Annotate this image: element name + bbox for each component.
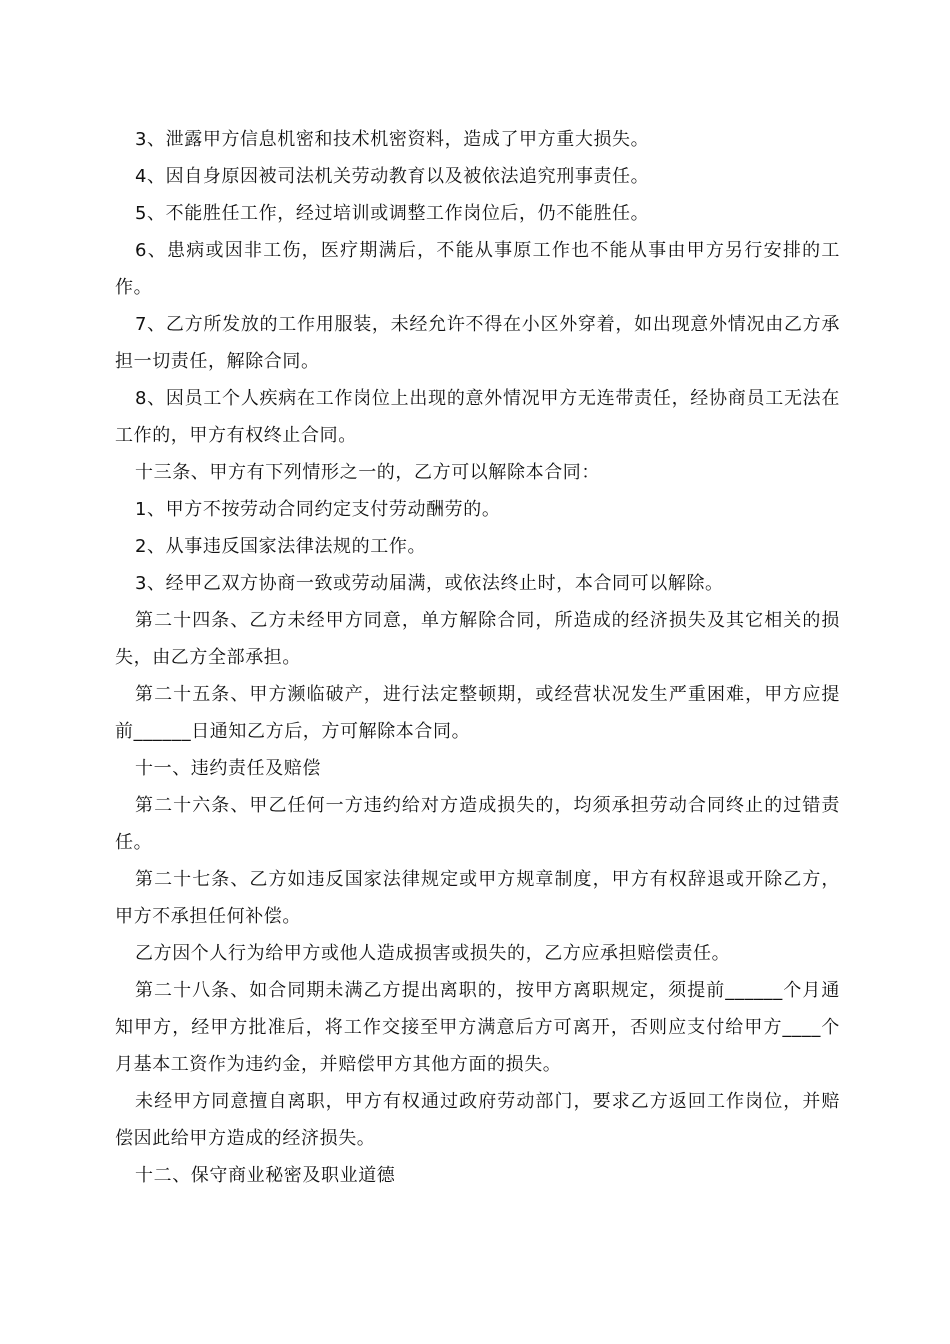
paragraph-clause-5: 5、不能胜任工作，经过培训或调整工作岗位后，仍不能胜任。: [135, 203, 650, 224]
section-heading-12: 十二、保守商业秘密及职业道德: [135, 1165, 396, 1186]
section-heading-11: 十一、违约责任及赔偿: [135, 758, 321, 779]
paragraph-article-28: 第二十八条、如合同期未满乙方提出离职的，按甲方离职规定，须提前______个月通知甲方，经甲方批准后，将工作交接至甲方满意后方可离开，否则应支付给甲方____个月基本工资作为违约金，并赔偿甲方其他方面的损失。: [115, 980, 840, 1075]
paragraph-item-3: 3、经甲乙双方协商一致或劳动届满，或依法终止时，本合同可以解除。: [135, 573, 724, 594]
paragraph-unauthorized-leave: 未经甲方同意擅自离职，甲方有权通过政府劳动部门，要求乙方返回工作岗位，并赔偿因此给甲方造成的经济损失。: [115, 1091, 840, 1149]
paragraph-item-1: 1、甲方不按劳动合同约定支付劳动酬劳的。: [135, 499, 501, 520]
paragraph-clause-4: 4、因自身原因被司法机关劳动教育以及被依法追究刑事责任。: [135, 166, 650, 187]
paragraph-article-27: 第二十七条、乙方如违反国家法律规定或甲方规章制度，甲方有权辞退或开除乙方，甲方不承担任何补偿。: [115, 869, 840, 927]
paragraph-clause-3: 3、泄露甲方信息机密和技术机密资料，造成了甲方重大损失。: [135, 129, 650, 150]
paragraph-article-24: 第二十四条、乙方未经甲方同意，单方解除合同，所造成的经济损失及其它相关的损失，由乙方全部承担。: [115, 610, 840, 668]
paragraph-clause-7: 7、乙方所发放的工作用服装，未经允许不得在小区外穿着，如出现意外情况由乙方承担一切责任，解除合同。: [115, 314, 840, 372]
paragraph-item-2: 2、从事违反国家法律法规的工作。: [135, 536, 427, 557]
paragraph-article-26: 第二十六条、甲乙任何一方违约给对方造成损失的，均须承担劳动合同终止的过错责任。: [115, 795, 840, 853]
paragraph-article-13: 十三条、甲方有下列情形之一的，乙方可以解除本合同：: [135, 462, 600, 483]
paragraph-clause-8: 8、因员工个人疾病在工作岗位上出现的意外情况甲方无连带责任，经协商员工无法在工作的，甲方有权终止合同。: [115, 388, 840, 446]
document-body: [115, 121, 840, 1194]
paragraph-clause-6: 6、患病或因非工伤，医疗期满后，不能从事原工作也不能从事由甲方另行安排的工作。: [115, 240, 840, 298]
paragraph-article-25: 第二十五条、甲方濒临破产，进行法定整顿期，或经营状况发生严重困难，甲方应提前______日通知乙方后，方可解除本合同。: [115, 684, 840, 742]
paragraph-liability: 乙方因个人行为给甲方或他人造成损害或损失的，乙方应承担赔偿责任。: [135, 943, 731, 964]
